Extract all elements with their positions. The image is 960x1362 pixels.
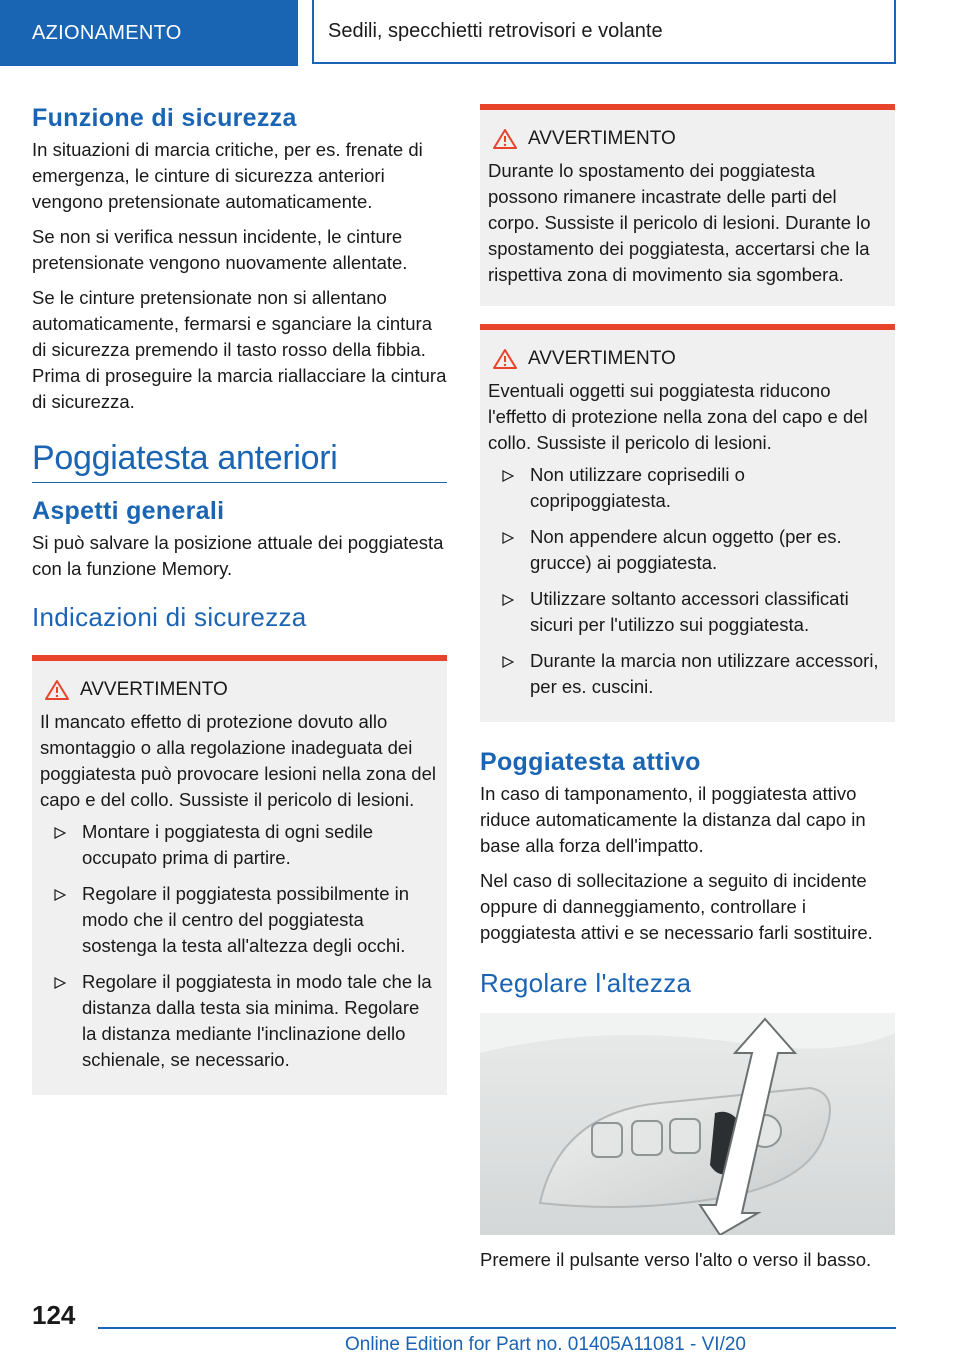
warning-triangle-icon <box>492 348 518 370</box>
heading-safety-notes: Indicazioni di sicurezza <box>32 602 307 632</box>
warning-list <box>40 819 437 1073</box>
warning-triangle-icon <box>492 128 518 150</box>
heading-adjust-height: Regolare l'altezza <box>480 968 692 998</box>
paragraph: Nel caso di sollecitazione a seguito di incidente oppure di danneggiamento, controllare i poggiatesta attivi e se necessario farli sostituire. <box>480 870 873 943</box>
heading-front-headrests: Poggiatesta anteriori <box>32 439 447 483</box>
footer-divider <box>98 1327 896 1329</box>
paragraph: Se non si verifica nessun incidente, le cinture pretensionate vengono nuovamente allentate. <box>32 226 408 273</box>
list-item: Non utilizzare coprisedili o copripoggiatesta. <box>488 462 885 514</box>
warning-title: AVVERTIMENTO <box>488 128 885 150</box>
seat-switch-image <box>480 1013 895 1235</box>
image-caption: Premere il pulsante verso l'alto o verso il basso. <box>480 1249 872 1270</box>
heading-active-headrest: Poggiatesta attivo <box>480 748 701 776</box>
footer-edition: Online Edition for Part no. 01405A11081 - VI/20 <box>344 1334 746 1355</box>
list-item: Montare i poggiatesta di ogni sedile occupato prima di partire. <box>40 819 437 871</box>
list-item: Regolare il poggiatesta possibilmente in modo che il centro del poggiatesta sostenga la testa all'altezza degli occhi. <box>40 881 437 959</box>
triangle-bullet-icon <box>54 827 66 839</box>
header-chapter-title: Sedili, specchietti retrovisori e volante <box>312 0 896 64</box>
warning-list <box>488 462 885 700</box>
list-item: Utilizzare soltanto accessori classificati sicuri per l'utilizzo sui poggiatesta. <box>488 586 885 638</box>
warning-text: Il mancato effetto di protezione dovuto allo smontaggio o alla regolazione inadeguata dei poggiatesta può provocare lesioni nella zona del capo e del collo. Sussiste il pericolo di lesioni. <box>40 711 436 810</box>
warning-box <box>480 324 895 722</box>
heading-safety-function: Funzione di sicurezza <box>32 104 297 132</box>
triangle-bullet-icon <box>502 656 514 668</box>
triangle-bullet-icon <box>502 470 514 482</box>
paragraph: Si può salvare la posizione attuale dei poggiatesta con la funzione Memory. <box>32 532 444 579</box>
right-column <box>480 104 895 1282</box>
list-item: Durante la marcia non utilizzare accessori, per es. cuscini. <box>488 648 885 700</box>
page-number: 124 <box>32 1300 76 1330</box>
triangle-bullet-icon <box>502 532 514 544</box>
list-item: Regolare il poggiatesta in modo tale che la distanza dalla testa sia minima. Regolare la distanza mediante l'inclinazione dello schienale, se necessario. <box>40 969 437 1073</box>
heading-general: Aspetti generali <box>32 497 225 525</box>
warning-triangle-icon <box>44 679 70 701</box>
triangle-bullet-icon <box>54 977 66 989</box>
header-section-tab: AZIONAMENTO <box>0 0 298 66</box>
warning-text: Durante lo spostamento dei poggiatesta possono rimanere incastrate delle parti del corpo. Sussiste il pericolo di lesioni. Durante lo spostamento dei poggiatesta, accertarsi che la rispettiva zona di movimento sia sgombera. <box>488 160 871 285</box>
warning-title: AVVERTIMENTO <box>488 348 885 370</box>
seat-control-illustration <box>480 1013 895 1235</box>
paragraph: Se le cinture pretensionate non si allentano automaticamente, fermarsi e sganciare la cintura di sicurezza premendo il tasto rosso della fibbia. Prima di proseguire la marcia riallacciare la cintura di sicurezza. <box>32 287 447 412</box>
paragraph: In caso di tamponamento, il poggiatesta attivo riduce automaticamente la distanza dal capo in base alla forza dell'impatto. <box>480 783 866 856</box>
warning-box <box>480 104 895 306</box>
triangle-bullet-icon <box>502 594 514 606</box>
list-item: Non appendere alcun oggetto (per es. grucce) ai poggiatesta. <box>488 524 885 576</box>
warning-title: AVVERTIMENTO <box>40 679 437 701</box>
warning-text: Eventuali oggetti sui poggiatesta riducono l'effetto di protezione nella zona del capo e del collo. Sussiste il pericolo di lesioni. <box>488 380 868 453</box>
warning-box <box>32 655 447 1095</box>
triangle-bullet-icon <box>54 889 66 901</box>
left-column <box>32 104 447 1111</box>
paragraph: In situazioni di marcia critiche, per es. frenate di emergenza, le cinture di sicurezza anteriori vengono pretensionate automaticamente. <box>32 139 423 212</box>
